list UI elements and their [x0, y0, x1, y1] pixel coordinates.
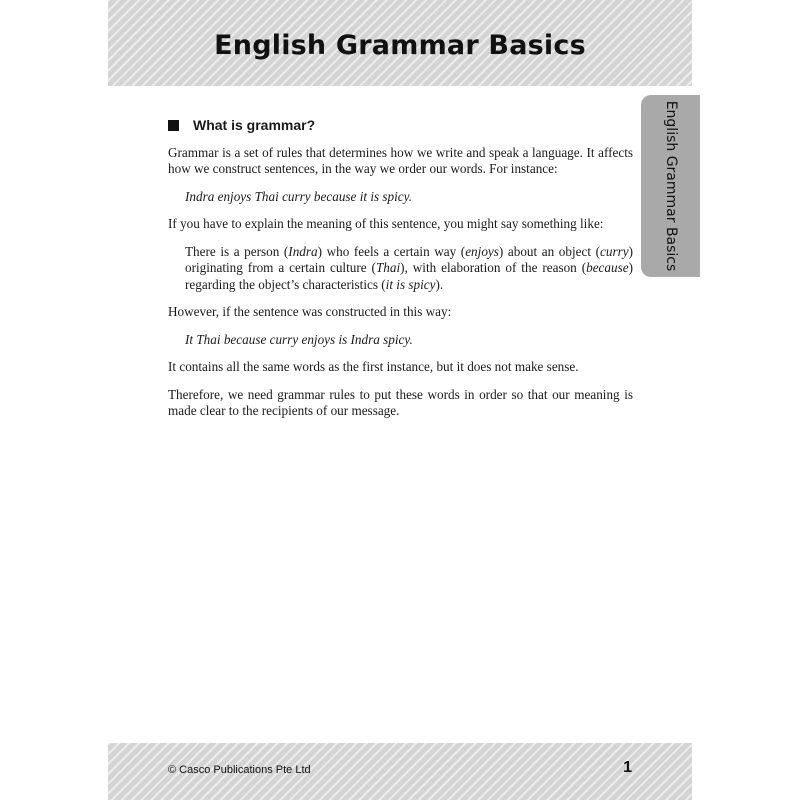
- side-tab-label: English Grammar Basics: [662, 100, 679, 272]
- explanation-term: Indra: [288, 243, 318, 259]
- book-page: [108, 0, 692, 800]
- example-sentence-1: Indra enjoys Thai curry because it is spicy.: [185, 188, 413, 204]
- explanation-paragraph: [185, 244, 633, 294]
- explanation-term: enjoys: [465, 243, 499, 259]
- explain-lead-paragraph: If you have to explain the meaning of this sentence, you might say something like:: [168, 216, 604, 231]
- page-title: English Grammar Basics: [214, 29, 586, 61]
- explanation-text: ), with elaboration of the reason (: [400, 260, 587, 275]
- explanation-term: it is spicy: [385, 276, 436, 292]
- page-footer: [108, 743, 692, 800]
- conclusion-paragraph: Therefore, we need grammar rules to put these words in order so that our meaning is made clear to the recipients of our message.: [168, 386, 633, 418]
- explanation-text: ).: [435, 276, 444, 292]
- explanation-text: ) originating from a certain culture (: [185, 243, 633, 275]
- chapter-side-tab: [641, 95, 700, 277]
- explanation-text: ) about an object (: [498, 243, 600, 259]
- however-lead-paragraph: However, if the sentence was constructed in this way:: [168, 304, 452, 319]
- section-heading: [168, 117, 633, 134]
- page-header: [108, 0, 692, 86]
- section-heading-text: What is grammar?: [193, 117, 316, 133]
- contains-paragraph: It contains all the same words as the first instance, but it does not make sense.: [168, 359, 579, 374]
- explanation-text: ) regarding the object’s characteristics (: [185, 260, 633, 292]
- explanation-text: There is a person (: [185, 243, 289, 259]
- example-sentence-2: It Thai because curry enjoys is Indra spicy.: [185, 331, 413, 347]
- page-content: [168, 117, 633, 431]
- page-number: 1: [623, 759, 632, 776]
- explanation-term: curry: [600, 243, 629, 259]
- explanation-term: because: [586, 260, 629, 275]
- explanation-text: ) who feels a certain way (: [317, 243, 466, 259]
- square-bullet-icon: [168, 120, 179, 131]
- copyright-notice: © Casco Publications Pte Ltd: [168, 764, 311, 776]
- intro-paragraph: Grammar is a set of rules that determines how we write and speak a language. It affects how we construct sentences, in the way we order our words. For instance:: [168, 144, 633, 176]
- explanation-term: Thai: [375, 260, 401, 275]
